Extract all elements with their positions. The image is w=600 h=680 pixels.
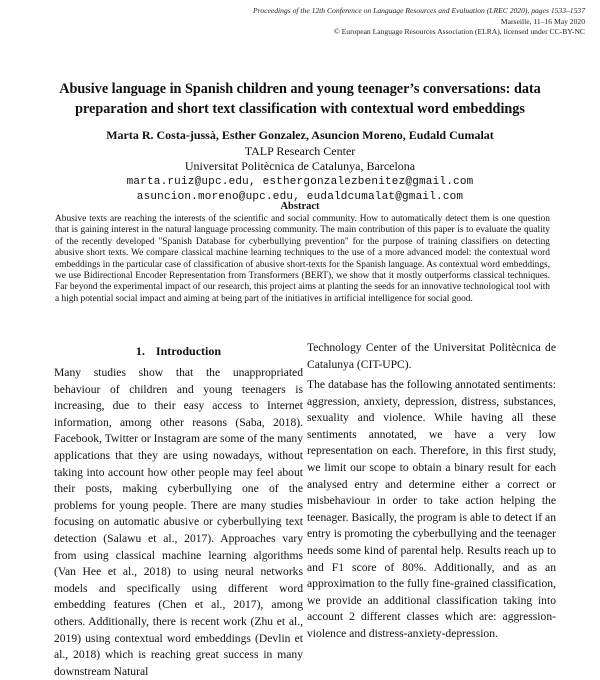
section-number: 1. [135, 344, 145, 358]
author-block [0, 128, 600, 206]
proceedings-line: Proceedings of the 12th Conference on Language Resources and Evaluation (LREC 2020), pages 1533–1537 [253, 6, 585, 15]
affiliation-center: TALP Research Center [244, 143, 356, 158]
venue-line: Marseille, 11–16 May 2020 [500, 16, 585, 26]
section-title: Introduction [155, 344, 222, 358]
author-names: Marta R. Costa-jussà, Esther Gonzalez, Asuncion Moreno, Eudald Cumalat [106, 128, 494, 142]
abstract-text: Abusive texts are reaching the interests of the scientific and social community. How to automatically detect them is one question that is gaining interest in the natural language processing community. The main contribution of this paper is to evaluate the quality of the recently developed "Spanish Database for cyberbullying prevention" for the purpose of training classifiers on detecting abusive short texts. We compare classical machine learning techniques to the use of a more advanced model: the contextual word embeddings in the particular case of classification of abusive short-texts for the Spanish language. As contextual word embeddings, we use Bidirectional Encoder Representation from Transformers (BERT), we show that it mostly outperforms classical techniques. Far beyond the experimental impact of our research, this project aims at planting the seeds for an innovative technological tool with a high potential social impact and aiming at being part of the initiatives in artificial intelligence for social good. [55, 214, 550, 304]
abstract-heading: Abstract [280, 201, 320, 212]
intro-paragraph-left: Many studies show that the unappropriated behaviour of children and young teenagers is increasing, due to their easy access to Internet information, among other reasons (Saba, 2018). Facebook, Twitter or Instagram are some of the many applications that they are using nowadays, without taking into account how other people may feel about their posts, making cyberbullying one of the problems for young people. There are many studies focusing on automatic abusive or cyberbullying text detection (Salawu et al., 2017). Approaches vary from using classical machine learning algorithms (Van Hee et al., 2018) to using neural networks models and specifically using different word embedding features (Chen et al., 2017), among others. Additionally, there is recent work (Zhu et al., 2019) using contextual word embeddings (Devlin et al., 2018) which is reaching great success in many downstream Natural [54, 366, 303, 678]
proceedings-header [253, 6, 585, 38]
intro-paragraph-right-1: Technology Center of the Universitat Politècnica de Catalunya (CIT-UPC). [307, 341, 556, 371]
author-emails-2: asuncion.moreno@upc.edu, eudaldcumalat@gmail.com [136, 191, 464, 203]
affiliation-university: Universitat Politècnica de Catalunya, Barcelona [184, 159, 416, 173]
license-line: © European Language Resources Association (ELRA), licensed under CC-BY-NC [333, 27, 585, 36]
paper-title: Abusive language in Spanish children and young teenager’s conversations: data preparation and short text classification with contextual word embeddings [59, 81, 541, 117]
intro-paragraph-right-2: The database has the following annotated sentiments: aggression, anxiety, depression, distress, substances, sexuality and violence. While having all these sentiments annotated, we have a very low representation on each. Therefore, in this first study, we limit our scope to obtain a binary result for each analysed entry and determine either a correct or misbehaviour in order to take action helping the teenager. Basically, the program is able to detect if an entry is promoting the cyberbullying and the teenager needs some kind of parental help. Results reach up to and F1 score of 80%. Additionally, and as an approximation to the fully fine-grained classification, we provide an additional classification taking into account 2 different classes which are: aggression-violence and distress-anxiety-depression. [307, 378, 556, 640]
author-emails-1: marta.ruiz@upc.edu, esthergonzalezbenitez@gmail.com [126, 175, 474, 188]
section-heading [54, 344, 303, 359]
